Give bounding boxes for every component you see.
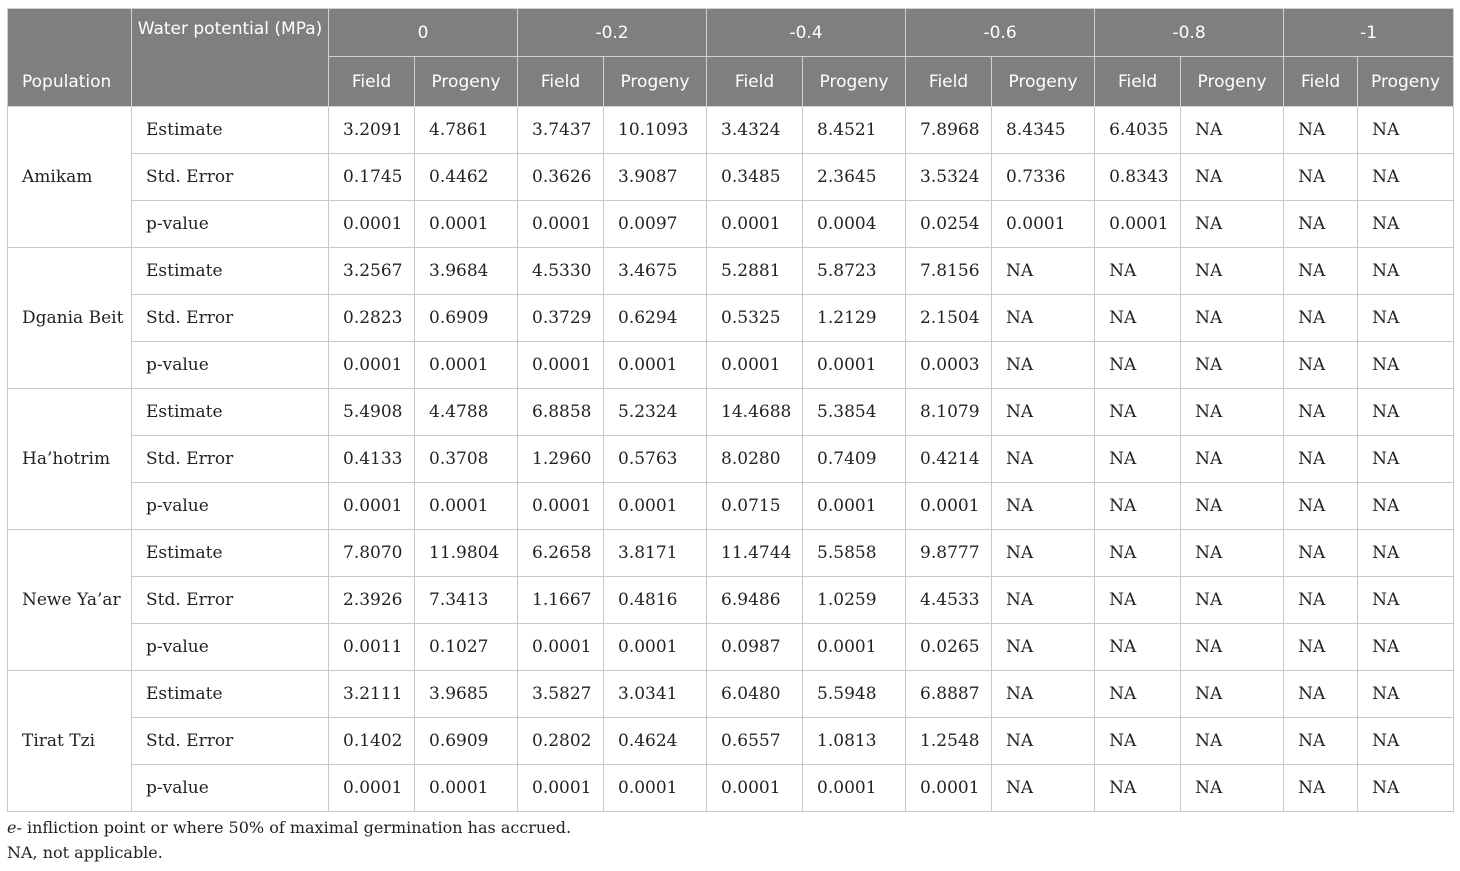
value-cell: 0.2823 bbox=[329, 295, 415, 342]
statistic-label: Estimate bbox=[132, 107, 329, 154]
value-cell: 0.0001 bbox=[803, 483, 906, 530]
progeny-header: Progeny bbox=[604, 57, 707, 107]
table-row bbox=[8, 248, 1454, 295]
header-row-potentials bbox=[8, 9, 1454, 57]
table-row bbox=[8, 577, 1454, 624]
value-cell: 4.4788 bbox=[415, 389, 518, 436]
value-cell: 0.3708 bbox=[415, 436, 518, 483]
value-cell: 10.1093 bbox=[604, 107, 707, 154]
value-cell: 0.0001 bbox=[604, 624, 707, 671]
value-cell: NA bbox=[1181, 671, 1284, 718]
value-cell: 6.8858 bbox=[518, 389, 604, 436]
value-cell: 8.4521 bbox=[803, 107, 906, 154]
value-cell: NA bbox=[992, 342, 1095, 389]
population-name: Ha’hotrim bbox=[8, 389, 132, 530]
value-cell: 0.3485 bbox=[707, 154, 803, 201]
value-cell: 6.0480 bbox=[707, 671, 803, 718]
value-cell: 5.5948 bbox=[803, 671, 906, 718]
value-cell: NA bbox=[992, 436, 1095, 483]
value-cell: 14.4688 bbox=[707, 389, 803, 436]
field-header: Field bbox=[707, 57, 803, 107]
value-cell: NA bbox=[1095, 530, 1181, 577]
value-cell: 5.8723 bbox=[803, 248, 906, 295]
field-header: Field bbox=[518, 57, 604, 107]
statistic-label: Estimate bbox=[132, 389, 329, 436]
value-cell: 2.3645 bbox=[803, 154, 906, 201]
footnote-e bbox=[7, 818, 571, 837]
value-cell: 0.0001 bbox=[803, 765, 906, 812]
statistic-label: p-value bbox=[132, 483, 329, 530]
statistic-label: p-value bbox=[132, 765, 329, 812]
footnote-e-text: - infliction point or where 50% of maximal germination has accrued. bbox=[16, 818, 572, 837]
table-body bbox=[8, 107, 1454, 812]
table-row bbox=[8, 671, 1454, 718]
value-cell: 7.8968 bbox=[906, 107, 992, 154]
progeny-header: Progeny bbox=[992, 57, 1095, 107]
footnote-e-symbol: e bbox=[7, 818, 17, 837]
value-cell: 4.7861 bbox=[415, 107, 518, 154]
value-cell: 0.0001 bbox=[518, 483, 604, 530]
value-cell: NA bbox=[1181, 389, 1284, 436]
value-cell: 6.8887 bbox=[906, 671, 992, 718]
progeny-header: Progeny bbox=[415, 57, 518, 107]
statistic-label: p-value bbox=[132, 624, 329, 671]
value-cell: NA bbox=[992, 765, 1095, 812]
value-cell: 11.4744 bbox=[707, 530, 803, 577]
value-cell: NA bbox=[1181, 530, 1284, 577]
value-cell: 0.0011 bbox=[329, 624, 415, 671]
value-cell: 0.0715 bbox=[707, 483, 803, 530]
value-cell: 0.6557 bbox=[707, 718, 803, 765]
table-row bbox=[8, 483, 1454, 530]
potential-header: -0.4 bbox=[707, 9, 906, 57]
value-cell: 3.9685 bbox=[415, 671, 518, 718]
value-cell: 0.0001 bbox=[707, 765, 803, 812]
value-cell: NA bbox=[1284, 718, 1358, 765]
value-cell: NA bbox=[992, 295, 1095, 342]
value-cell: 3.9087 bbox=[604, 154, 707, 201]
value-cell: 11.9804 bbox=[415, 530, 518, 577]
value-cell: 2.3926 bbox=[329, 577, 415, 624]
value-cell: NA bbox=[1095, 765, 1181, 812]
value-cell: NA bbox=[1095, 718, 1181, 765]
field-header: Field bbox=[906, 57, 992, 107]
value-cell: 0.8343 bbox=[1095, 154, 1181, 201]
statistic-label: Estimate bbox=[132, 671, 329, 718]
value-cell: NA bbox=[992, 389, 1095, 436]
statistic-label: Estimate bbox=[132, 530, 329, 577]
statistic-label: Std. Error bbox=[132, 577, 329, 624]
value-cell: 0.0001 bbox=[518, 342, 604, 389]
value-cell: NA bbox=[1284, 671, 1358, 718]
value-cell: 5.2881 bbox=[707, 248, 803, 295]
statistic-label: p-value bbox=[132, 201, 329, 248]
value-cell: NA bbox=[1358, 248, 1454, 295]
value-cell: NA bbox=[1181, 483, 1284, 530]
value-cell: 9.8777 bbox=[906, 530, 992, 577]
value-cell: 0.0001 bbox=[329, 483, 415, 530]
value-cell: 0.0001 bbox=[518, 765, 604, 812]
value-cell: NA bbox=[1358, 718, 1454, 765]
value-cell: 5.2324 bbox=[604, 389, 707, 436]
table-row bbox=[8, 295, 1454, 342]
value-cell: NA bbox=[1095, 436, 1181, 483]
value-cell: NA bbox=[1284, 342, 1358, 389]
value-cell: NA bbox=[1358, 624, 1454, 671]
potential-header: -0.8 bbox=[1095, 9, 1284, 57]
value-cell: NA bbox=[1284, 389, 1358, 436]
value-cell: 0.0001 bbox=[604, 342, 707, 389]
value-cell: NA bbox=[1181, 436, 1284, 483]
population-name: Tirat Tzi bbox=[8, 671, 132, 812]
table-row bbox=[8, 201, 1454, 248]
value-cell: 1.0813 bbox=[803, 718, 906, 765]
value-cell: NA bbox=[1181, 248, 1284, 295]
potential-header: -1 bbox=[1284, 9, 1454, 57]
value-cell: 4.4533 bbox=[906, 577, 992, 624]
value-cell: 0.0001 bbox=[604, 765, 707, 812]
value-cell: 3.2111 bbox=[329, 671, 415, 718]
value-cell: NA bbox=[1284, 624, 1358, 671]
value-cell: 3.4324 bbox=[707, 107, 803, 154]
value-cell: 0.0001 bbox=[992, 201, 1095, 248]
value-cell: NA bbox=[1284, 577, 1358, 624]
value-cell: NA bbox=[1181, 342, 1284, 389]
value-cell: NA bbox=[1284, 530, 1358, 577]
value-cell: NA bbox=[1181, 577, 1284, 624]
value-cell: 8.4345 bbox=[992, 107, 1095, 154]
table-row bbox=[8, 436, 1454, 483]
value-cell: NA bbox=[992, 577, 1095, 624]
value-cell: NA bbox=[992, 483, 1095, 530]
value-cell: NA bbox=[1358, 295, 1454, 342]
value-cell: NA bbox=[1358, 389, 1454, 436]
value-cell: 3.5827 bbox=[518, 671, 604, 718]
value-cell: NA bbox=[1181, 154, 1284, 201]
table-row bbox=[8, 154, 1454, 201]
footnote-na: NA, not applicable. bbox=[7, 843, 163, 862]
value-cell: 0.0003 bbox=[906, 342, 992, 389]
statistic-label: Std. Error bbox=[132, 154, 329, 201]
value-cell: 0.0097 bbox=[604, 201, 707, 248]
value-cell: 6.2658 bbox=[518, 530, 604, 577]
value-cell: 0.0001 bbox=[415, 483, 518, 530]
value-cell: 0.0001 bbox=[329, 342, 415, 389]
value-cell: 0.2802 bbox=[518, 718, 604, 765]
value-cell: 5.3854 bbox=[803, 389, 906, 436]
value-cell: 0.1745 bbox=[329, 154, 415, 201]
value-cell: NA bbox=[1284, 436, 1358, 483]
table-row bbox=[8, 342, 1454, 389]
value-cell: 8.1079 bbox=[906, 389, 992, 436]
value-cell: NA bbox=[1284, 248, 1358, 295]
value-cell: 0.6294 bbox=[604, 295, 707, 342]
value-cell: 1.2548 bbox=[906, 718, 992, 765]
value-cell: 3.8171 bbox=[604, 530, 707, 577]
value-cell: 0.5325 bbox=[707, 295, 803, 342]
value-cell: 2.1504 bbox=[906, 295, 992, 342]
field-header: Field bbox=[1284, 57, 1358, 107]
water-potential-header: Water potential (MPa) bbox=[132, 9, 329, 107]
value-cell: 0.4462 bbox=[415, 154, 518, 201]
value-cell: 0.0001 bbox=[415, 765, 518, 812]
potential-header: -0.2 bbox=[518, 9, 707, 57]
value-cell: 1.2129 bbox=[803, 295, 906, 342]
value-cell: NA bbox=[1358, 577, 1454, 624]
value-cell: NA bbox=[992, 718, 1095, 765]
value-cell: 7.8070 bbox=[329, 530, 415, 577]
value-cell: 0.1027 bbox=[415, 624, 518, 671]
value-cell: NA bbox=[1181, 201, 1284, 248]
value-cell: 0.0001 bbox=[803, 342, 906, 389]
value-cell: 0.6909 bbox=[415, 718, 518, 765]
value-cell: NA bbox=[992, 248, 1095, 295]
statistic-label: p-value bbox=[132, 342, 329, 389]
value-cell: 0.1402 bbox=[329, 718, 415, 765]
table-row bbox=[8, 624, 1454, 671]
value-cell: NA bbox=[1095, 671, 1181, 718]
value-cell: 8.0280 bbox=[707, 436, 803, 483]
value-cell: 0.0265 bbox=[906, 624, 992, 671]
value-cell: 0.0987 bbox=[707, 624, 803, 671]
value-cell: 3.2091 bbox=[329, 107, 415, 154]
value-cell: 0.4214 bbox=[906, 436, 992, 483]
value-cell: 0.3626 bbox=[518, 154, 604, 201]
value-cell: 0.0001 bbox=[415, 201, 518, 248]
field-header: Field bbox=[329, 57, 415, 107]
value-cell: 0.0001 bbox=[906, 483, 992, 530]
value-cell: NA bbox=[1284, 765, 1358, 812]
value-cell: 0.3729 bbox=[518, 295, 604, 342]
value-cell: NA bbox=[1095, 248, 1181, 295]
potential-header: 0 bbox=[329, 9, 518, 57]
value-cell: 3.7437 bbox=[518, 107, 604, 154]
value-cell: 0.7336 bbox=[992, 154, 1095, 201]
value-cell: NA bbox=[1095, 624, 1181, 671]
value-cell: NA bbox=[1284, 483, 1358, 530]
field-header: Field bbox=[1095, 57, 1181, 107]
value-cell: 0.0001 bbox=[707, 201, 803, 248]
statistic-label: Std. Error bbox=[132, 295, 329, 342]
value-cell: 0.0001 bbox=[518, 624, 604, 671]
statistic-label: Estimate bbox=[132, 248, 329, 295]
value-cell: 0.0001 bbox=[1095, 201, 1181, 248]
value-cell: 0.0001 bbox=[329, 201, 415, 248]
value-cell: 0.0001 bbox=[518, 201, 604, 248]
value-cell: 5.4908 bbox=[329, 389, 415, 436]
value-cell: NA bbox=[1095, 577, 1181, 624]
value-cell: 3.4675 bbox=[604, 248, 707, 295]
value-cell: NA bbox=[1095, 342, 1181, 389]
value-cell: 1.0259 bbox=[803, 577, 906, 624]
value-cell: NA bbox=[1358, 342, 1454, 389]
value-cell: NA bbox=[1095, 295, 1181, 342]
value-cell: NA bbox=[992, 624, 1095, 671]
value-cell: NA bbox=[1358, 107, 1454, 154]
population-name: Amikam bbox=[8, 107, 132, 248]
value-cell: NA bbox=[1358, 671, 1454, 718]
value-cell: 7.3413 bbox=[415, 577, 518, 624]
value-cell: 0.4133 bbox=[329, 436, 415, 483]
value-cell: 0.0254 bbox=[906, 201, 992, 248]
value-cell: NA bbox=[1358, 154, 1454, 201]
value-cell: NA bbox=[1358, 530, 1454, 577]
value-cell: NA bbox=[992, 530, 1095, 577]
value-cell: NA bbox=[1181, 765, 1284, 812]
value-cell: 4.5330 bbox=[518, 248, 604, 295]
value-cell: 6.4035 bbox=[1095, 107, 1181, 154]
value-cell: 0.0001 bbox=[803, 624, 906, 671]
progeny-header: Progeny bbox=[803, 57, 906, 107]
value-cell: NA bbox=[1358, 765, 1454, 812]
value-cell: 0.0001 bbox=[906, 765, 992, 812]
results-table bbox=[7, 8, 1454, 812]
value-cell: 0.0001 bbox=[415, 342, 518, 389]
value-cell: NA bbox=[1358, 201, 1454, 248]
value-cell: NA bbox=[1358, 483, 1454, 530]
value-cell: 1.1667 bbox=[518, 577, 604, 624]
value-cell: NA bbox=[1284, 107, 1358, 154]
value-cell: 0.5763 bbox=[604, 436, 707, 483]
table-row bbox=[8, 389, 1454, 436]
value-cell: 5.5858 bbox=[803, 530, 906, 577]
population-header: Population bbox=[8, 9, 132, 107]
value-cell: 0.6909 bbox=[415, 295, 518, 342]
statistic-label: Std. Error bbox=[132, 718, 329, 765]
population-name: Newe Ya’ar bbox=[8, 530, 132, 671]
progeny-header: Progeny bbox=[1181, 57, 1284, 107]
value-cell: NA bbox=[1284, 201, 1358, 248]
value-cell: NA bbox=[1095, 483, 1181, 530]
population-name: Dgania Beit bbox=[8, 248, 132, 389]
value-cell: 0.4816 bbox=[604, 577, 707, 624]
value-cell: NA bbox=[1358, 436, 1454, 483]
value-cell: NA bbox=[1181, 295, 1284, 342]
value-cell: NA bbox=[992, 671, 1095, 718]
potential-header: -0.6 bbox=[906, 9, 1095, 57]
value-cell: 0.0001 bbox=[707, 342, 803, 389]
value-cell: 3.2567 bbox=[329, 248, 415, 295]
value-cell: 3.5324 bbox=[906, 154, 992, 201]
value-cell: 0.0004 bbox=[803, 201, 906, 248]
value-cell: 0.4624 bbox=[604, 718, 707, 765]
value-cell: 3.0341 bbox=[604, 671, 707, 718]
value-cell: 0.0001 bbox=[329, 765, 415, 812]
value-cell: 0.7409 bbox=[803, 436, 906, 483]
value-cell: NA bbox=[1284, 154, 1358, 201]
progeny-header: Progeny bbox=[1358, 57, 1454, 107]
value-cell: 1.2960 bbox=[518, 436, 604, 483]
value-cell: NA bbox=[1181, 718, 1284, 765]
value-cell: 3.9684 bbox=[415, 248, 518, 295]
table-row bbox=[8, 107, 1454, 154]
value-cell: 7.8156 bbox=[906, 248, 992, 295]
value-cell: NA bbox=[1181, 624, 1284, 671]
value-cell: NA bbox=[1284, 295, 1358, 342]
value-cell: 0.0001 bbox=[604, 483, 707, 530]
table-row bbox=[8, 765, 1454, 812]
table-row bbox=[8, 530, 1454, 577]
value-cell: NA bbox=[1181, 107, 1284, 154]
value-cell: 6.9486 bbox=[707, 577, 803, 624]
statistic-label: Std. Error bbox=[132, 436, 329, 483]
table-row bbox=[8, 718, 1454, 765]
value-cell: NA bbox=[1095, 389, 1181, 436]
